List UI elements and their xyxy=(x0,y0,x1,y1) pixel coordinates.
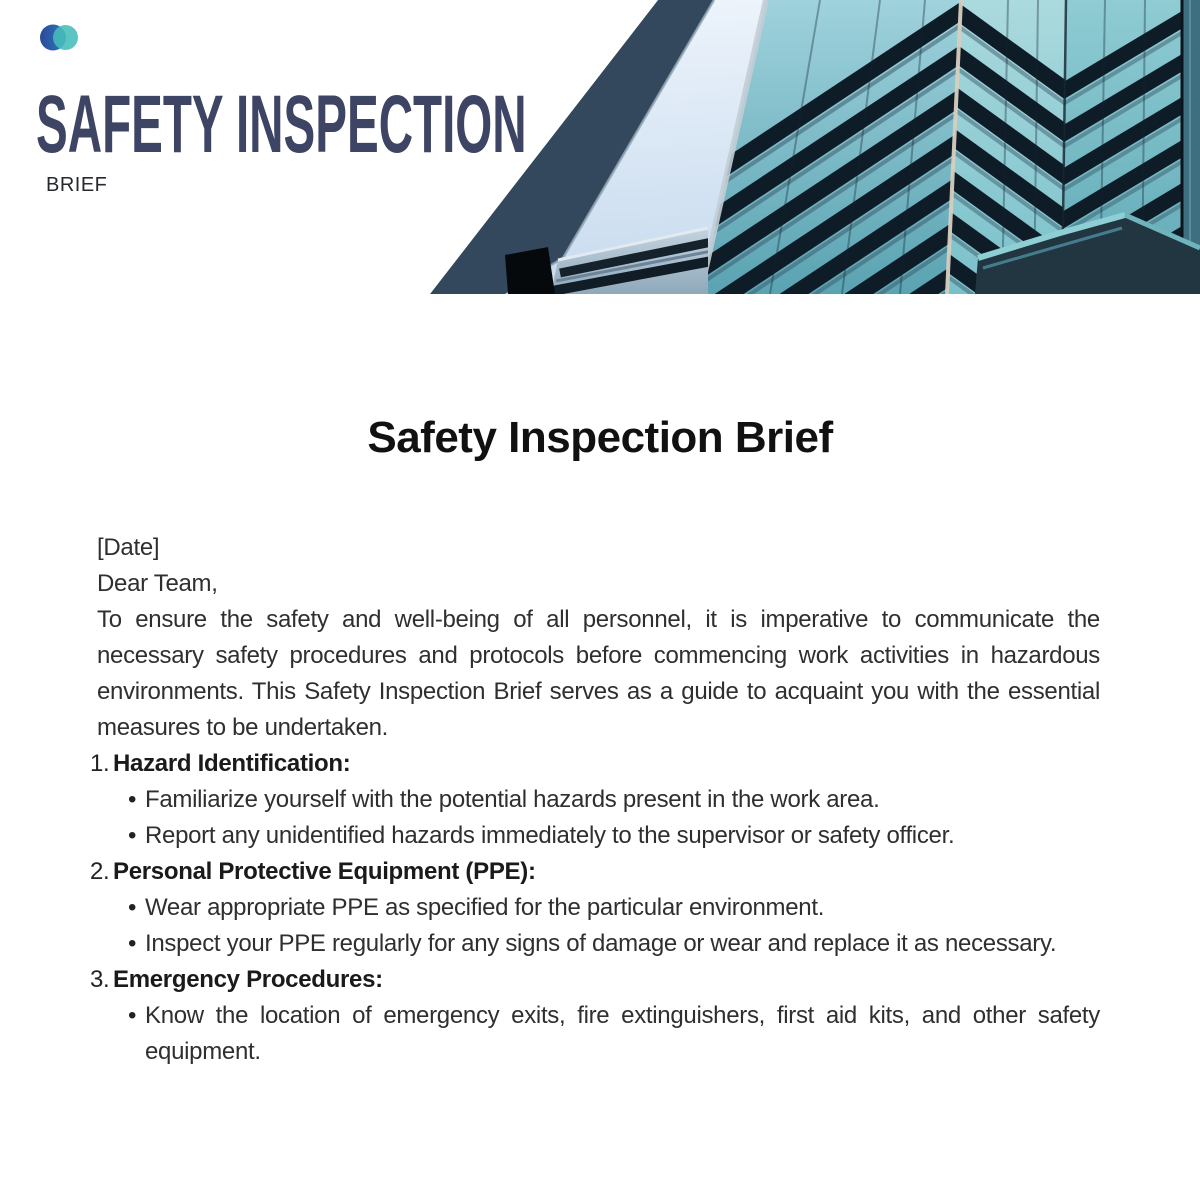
bullet-item xyxy=(97,998,1100,1070)
section-heading: Personal Protective Equipment (PPE): xyxy=(113,858,536,885)
section-row xyxy=(90,962,1100,998)
bullet-text: Report any unidentified hazards immediately to the supervisor or safety officer. xyxy=(145,822,955,849)
letter-body xyxy=(90,530,1100,1070)
bullet-item xyxy=(97,782,1100,818)
bullet-item xyxy=(97,926,1100,962)
bullet-item xyxy=(97,818,1100,854)
numbered-section-list xyxy=(90,746,1100,1070)
logo-circle-teal xyxy=(53,25,78,50)
section-row xyxy=(90,746,1100,782)
section-number: 1. xyxy=(90,750,110,777)
bullet-text: Wear appropriate PPE as specified for the particular environment. xyxy=(145,894,825,921)
brand-wordmark: SAFETY INSPECTION xyxy=(36,79,527,170)
section-number: 3. xyxy=(90,966,110,993)
section-row xyxy=(90,854,1100,890)
dark-window-block xyxy=(505,247,555,294)
section-number: 2. xyxy=(90,858,110,885)
intro-paragraph: To ensure the safety and well-being of all personnel, it is imperative to communicate the necessary safety procedures and protocols before commencing work activities in hazardous environments. This Safety Inspection Brief serves as a guide to acquaint you with the essential measures to be undertaken. xyxy=(97,606,1100,741)
bullet-text: Familiarize yourself with the potential hazards present in the work area. xyxy=(145,786,880,813)
section-heading: Hazard Identification: xyxy=(113,750,351,777)
bullet-text: Inspect your PPE regularly for any signs of damage or wear and replace it as necessary. xyxy=(145,930,1057,957)
brand-subtitle: BRIEF xyxy=(46,174,108,196)
bullet-icon: • xyxy=(128,1002,137,1029)
bullet-icon: • xyxy=(128,822,137,849)
logo-mark-icon xyxy=(40,24,84,52)
bullet-icon: • xyxy=(128,894,137,921)
page-title: Safety Inspection Brief xyxy=(367,413,833,462)
salutation: Dear Team, xyxy=(97,570,218,597)
bullet-icon: • xyxy=(128,930,137,957)
section-heading: Emergency Procedures: xyxy=(113,966,383,993)
bullet-icon: • xyxy=(128,786,137,813)
bullet-text: Know the location of emergency exits, fire extinguishers, first aid kits, and other safety equipment. xyxy=(145,1002,1100,1065)
bullet-item xyxy=(97,890,1100,926)
date-placeholder: [Date] xyxy=(97,534,160,561)
